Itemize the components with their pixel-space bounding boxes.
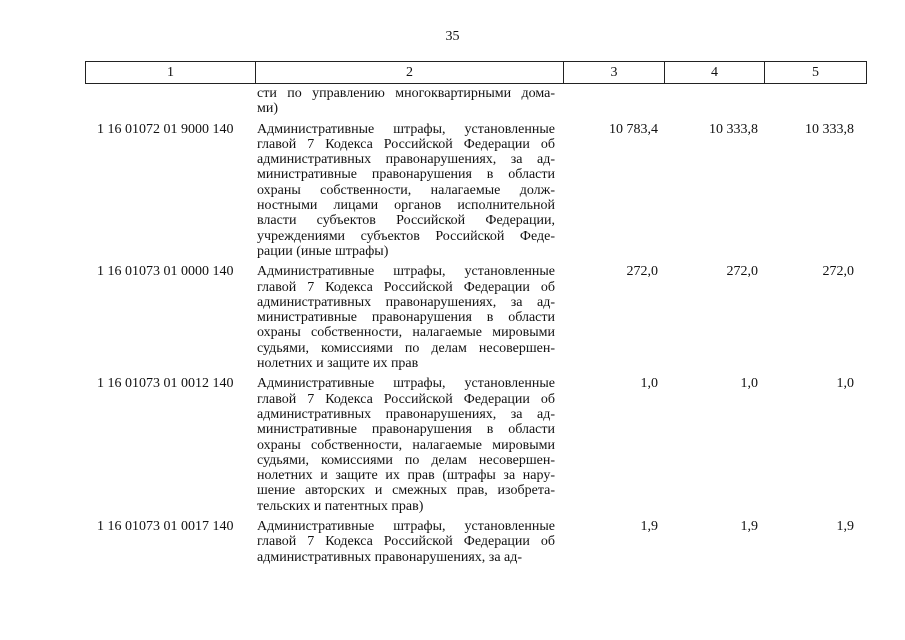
- description-line: нолетних и защите их прав (штрафы за нару-: [257, 468, 555, 484]
- description-line: главой 7 Кодекса Российской Федерации об: [257, 391, 555, 407]
- value-col-4: 1,0: [740, 376, 758, 392]
- header-col-5: 5: [765, 62, 867, 84]
- code-cell: 1 16 01073 01 0012 140: [97, 376, 234, 392]
- value-col-5: 1,9: [836, 519, 854, 535]
- value-col-3: 272,0: [626, 264, 658, 280]
- description-line: административных правонарушениях, за ад-: [257, 406, 555, 422]
- value-col-4: 1,9: [740, 519, 758, 535]
- header-col-3: 3: [564, 62, 665, 84]
- value-col-5: 272,0: [822, 264, 854, 280]
- description-line: нолетних и защите их прав: [257, 356, 419, 372]
- description-line: тельских и патентных прав): [257, 498, 424, 514]
- description-cell: [255, 376, 555, 514]
- continuation-row: [85, 86, 866, 117]
- description-cell: [255, 86, 555, 117]
- value-col-3: 10 783,4: [609, 121, 658, 137]
- header-col-1: 1: [86, 62, 256, 84]
- table-row: [85, 519, 866, 565]
- value-col-3: 1,9: [640, 519, 658, 535]
- description-line: охраны собственности, налагаемые долж-: [257, 182, 555, 198]
- code-cell: 1 16 01073 01 0000 140: [97, 264, 234, 280]
- value-col-3: 1,0: [640, 376, 658, 392]
- code-cell: [85, 86, 255, 117]
- description-line: административных правонарушениях, за ад-: [257, 152, 555, 168]
- description-line: шение авторских и смежных прав, изобрета-: [257, 483, 555, 499]
- description-line: ностными лицами органов исполнительной: [257, 198, 555, 214]
- description-line: власти субъектов Российской Федерации,: [257, 213, 555, 229]
- description-line: рации (иные штрафы): [257, 243, 389, 259]
- table-body: [85, 86, 866, 565]
- page-number: 35: [445, 29, 460, 44]
- table-row: [85, 264, 866, 371]
- description-line: Административные штрафы, установленные: [257, 121, 555, 137]
- description-line: судьями, комиссиями по делам несовершен-: [257, 340, 555, 356]
- description-cell: [255, 519, 555, 565]
- description-line: охраны собственности, налагаемые мировыми: [257, 325, 555, 341]
- description-line: главой 7 Кодекса Российской Федерации об: [257, 534, 555, 550]
- description-line: ми): [257, 101, 279, 117]
- description-line: министративные правонарушения в области: [257, 422, 555, 438]
- table-row: [85, 376, 866, 514]
- description-line: главой 7 Кодекса Российской Федерации об: [257, 279, 555, 295]
- description-line: главой 7 Кодекса Российской Федерации об: [257, 136, 555, 152]
- header-col-2: 2: [256, 62, 564, 84]
- description-line: учреждениями субъектов Российской Феде-: [257, 228, 555, 244]
- description-cell: [255, 264, 555, 371]
- description-line: судьями, комиссиями по делам несовершен-: [257, 452, 555, 468]
- description-line: Административные штрафы, установленные: [257, 264, 555, 280]
- description-line: Административные штрафы, установленные: [257, 519, 555, 535]
- description-line: административных правонарушениях, за ад-: [257, 549, 523, 565]
- table-header: [85, 61, 867, 84]
- value-col-4: 10 333,8: [709, 121, 758, 137]
- value-col-5: 10 333,8: [805, 121, 854, 137]
- description-line: Административные штрафы, установленные: [257, 376, 555, 392]
- header-col-4: 4: [665, 62, 765, 84]
- code-cell: 1 16 01072 01 9000 140: [97, 121, 234, 137]
- code-cell: 1 16 01073 01 0017 140: [97, 519, 234, 535]
- description-line: сти по управлению многоквартирными дома-: [257, 86, 555, 101]
- description-line: охраны собственности, налагаемые мировыми: [257, 437, 555, 453]
- value-col-4: 272,0: [726, 264, 758, 280]
- description-line: министративные правонарушения в области: [257, 310, 555, 326]
- table-row: [85, 122, 866, 260]
- value-col-5: 1,0: [836, 376, 854, 392]
- description-line: министративные правонарушения в области: [257, 167, 555, 183]
- description-line: административных правонарушениях, за ад-: [257, 294, 555, 310]
- description-cell: [255, 122, 555, 260]
